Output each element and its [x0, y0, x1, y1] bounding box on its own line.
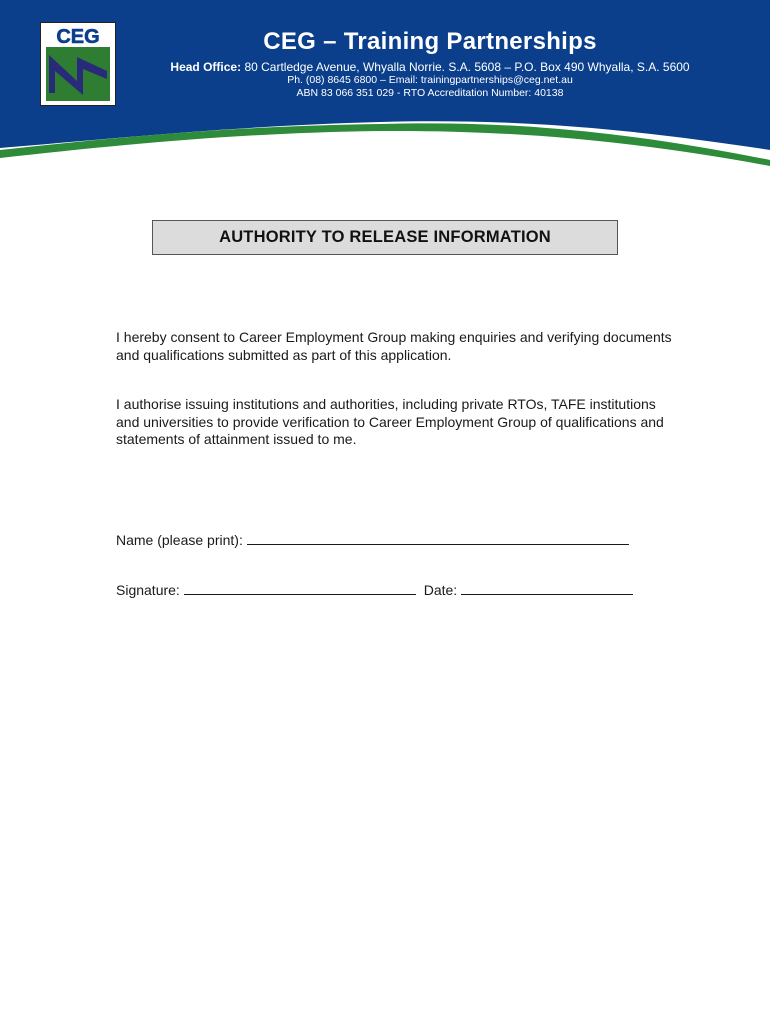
head-office-label: Head Office:: [170, 60, 242, 74]
name-input-line[interactable]: [247, 531, 629, 545]
name-label: Name (please print):: [116, 532, 243, 548]
head-office-line: [140, 60, 720, 74]
signature-label: Signature:: [116, 582, 180, 598]
authorisation-paragraph: I authorise issuing institutions and authorities, including private RTOs, TAFE institutions and universities to provide verification to Career Employment Group of qualifications and statements of attainment issued to me.: [116, 396, 664, 447]
form-title-box: [152, 220, 618, 255]
form-title: AUTHORITY TO RELEASE INFORMATION: [219, 228, 551, 246]
ceg-logo: [40, 22, 116, 106]
date-input-line[interactable]: [461, 581, 633, 595]
date-label: Date:: [423, 582, 458, 598]
head-office-address: 80 Cartledge Avenue, Whyalla Norrie. S.A. 5608 – P.O. Box 490 Whyalla, S.A. 5600: [244, 60, 690, 74]
contact-line: Ph. (08) 8645 6800 – Email: trainingpartnerships@ceg.net.au: [287, 74, 573, 86]
abn-line: ABN 83 066 351 029 - RTO Accreditation Number: 40138: [296, 87, 564, 99]
consent-paragraph: I hereby consent to Career Employment Group making enquiries and verifying documents and qualifications submitted as part of this application.: [116, 329, 672, 363]
name-field-row: [116, 531, 629, 548]
signature-input-line[interactable]: [184, 581, 416, 595]
organization-title: CEG – Training Partnerships: [263, 28, 597, 55]
signature-field-row: [116, 581, 633, 598]
logo-text: CEG: [56, 26, 100, 48]
